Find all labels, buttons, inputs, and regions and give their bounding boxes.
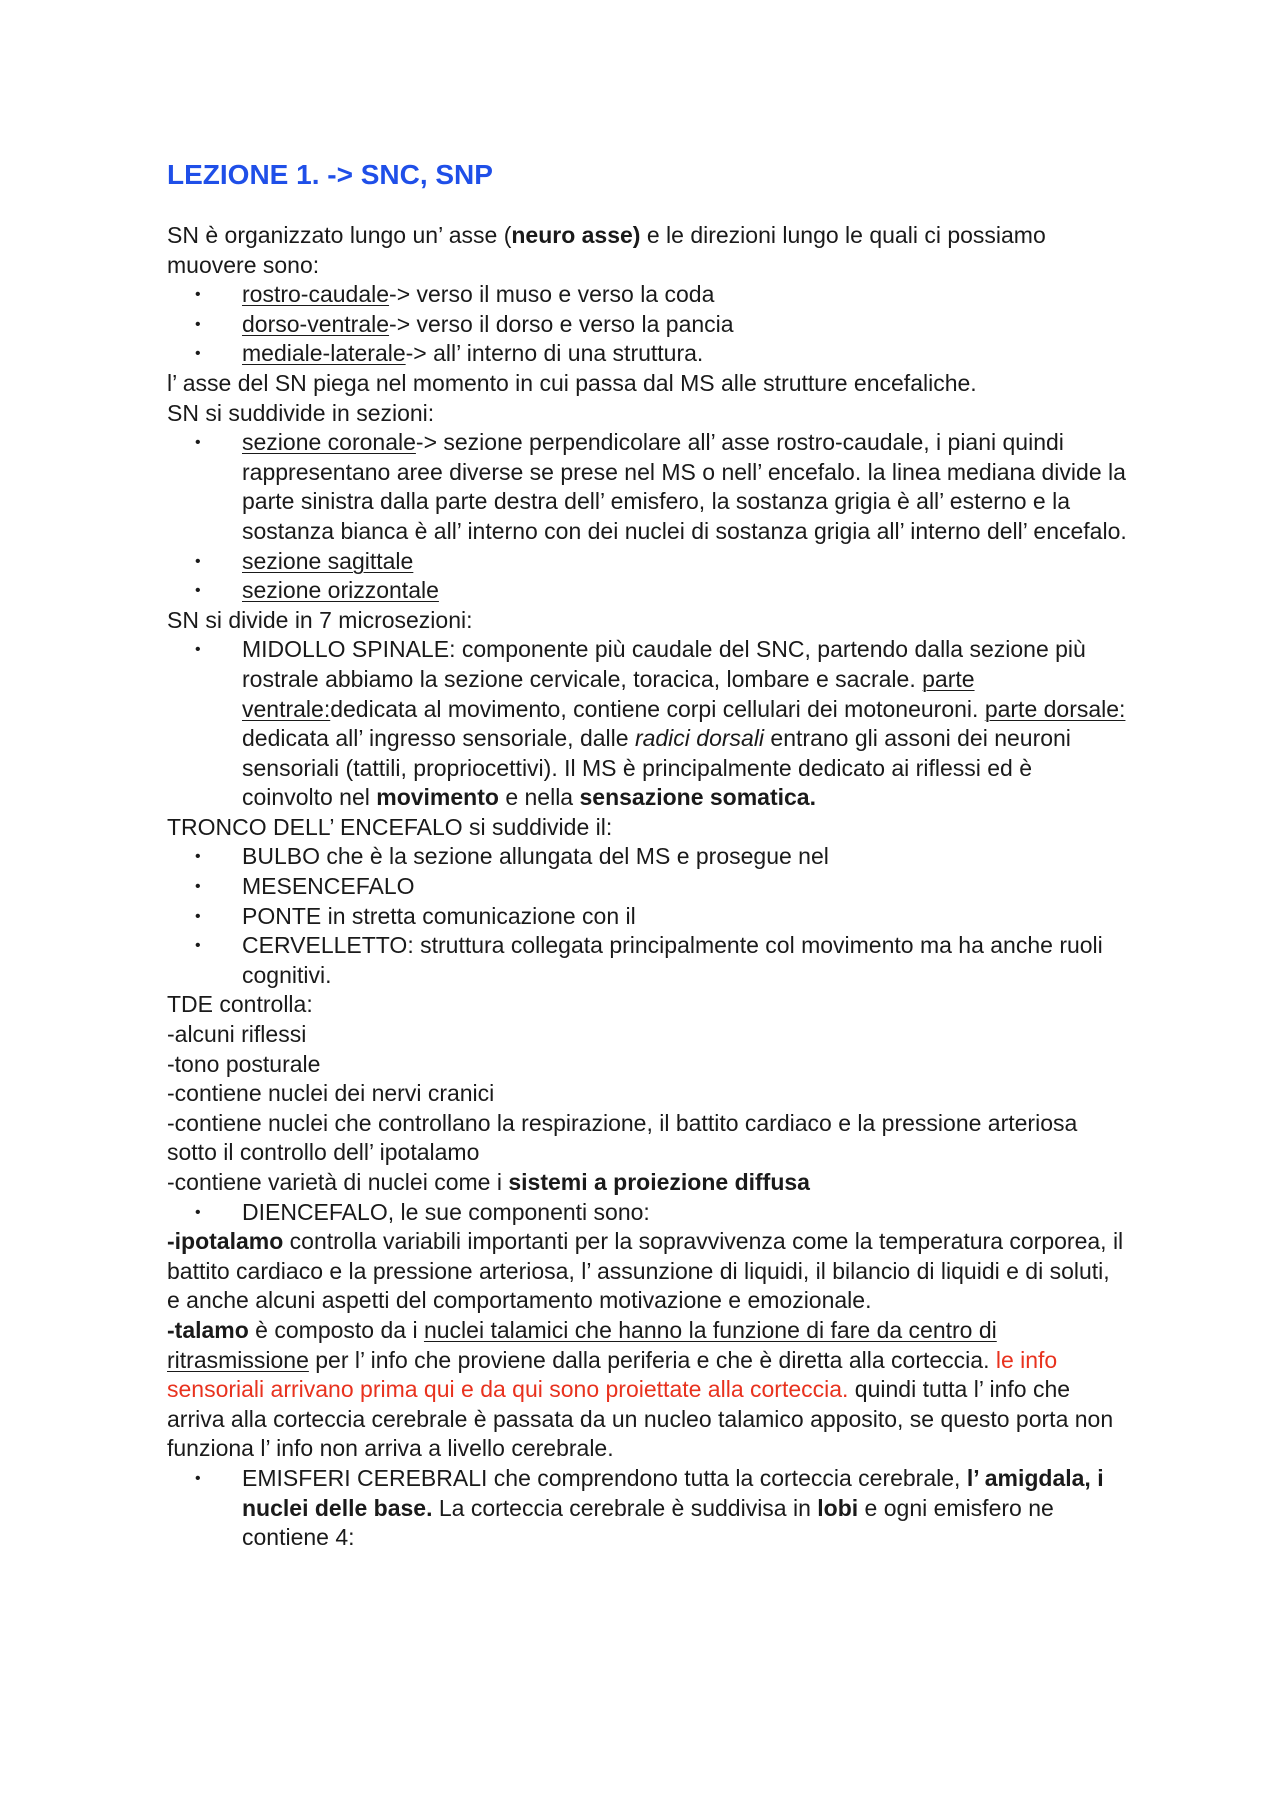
list-item: • CERVELLETTO: struttura collegata principalmente col movimento ma ha anche ruoli cognitivi. bbox=[167, 931, 1127, 990]
paragraph-ipotalamo: -ipotalamo controlla variabili importanti per la sopravvivenza come la temperatura corporea, il battito cardiaco e la pressione arteriosa, l’ assunzione di liquidi, il bilancio di liquidi e di soluti, e anche alcuni aspetti del comportamento motivazione e emozionale. bbox=[167, 1228, 1124, 1314]
list-item: • rostro-caudale-> verso il muso e verso la coda bbox=[167, 280, 1127, 310]
paragraph-tronco: TRONCO DELL’ ENCEFALO si suddivide il: bbox=[167, 813, 613, 840]
document-body bbox=[167, 155, 1127, 1553]
paragraph-sezioni: SN si suddivide in sezioni: bbox=[167, 399, 435, 426]
tde-line: -contiene varietà di nuclei come i sistemi a proiezione diffusa bbox=[167, 1169, 810, 1195]
midollo-list bbox=[167, 635, 1127, 813]
list-item: • MIDOLLO SPINALE: componente più caudale del SNC, partendo dalla sezione più rostrale abbiamo la sezione cervicale, toracica, lombare e sacrale. parte ventrale:dedicata al movimento, contiene corpi cellulari dei motoneuroni. parte dorsale: dedicata all’ ingresso sensoriale, dalle radici dorsali entrano gli assoni dei neuroni sensoriali (tattili, propriocettivi). Il MS è principalmente dedicato ai riflessi ed è coinvolto nel movimento e nella sensazione somatica. bbox=[167, 635, 1127, 813]
tde-line: -contiene nuclei che controllano la respirazione, il battito cardiaco e la pressione arteriosa sotto il controllo dell’ ipotalamo bbox=[167, 1109, 1078, 1166]
tde-line: -contiene nuclei dei nervi cranici bbox=[167, 1080, 495, 1107]
intro-paragraph: SN è organizzato lungo un’ asse (neuro asse) e le direzioni lungo le quali ci possiamo muovere sono: bbox=[167, 222, 1046, 278]
tde-heading: TDE controlla: bbox=[167, 991, 313, 1018]
list-item: • dorso-ventrale-> verso il dorso e verso la pancia bbox=[167, 310, 1127, 340]
sections-list bbox=[167, 428, 1127, 606]
list-item: • MESENCEFALO bbox=[167, 872, 1127, 902]
tde-line: -tono posturale bbox=[167, 1050, 321, 1077]
list-item: • sezione orizzontale bbox=[167, 576, 1127, 606]
directions-list bbox=[167, 280, 1127, 369]
list-item: • EMISFERI CEREBRALI che comprendono tutta la corteccia cerebrale, l’ amigdala, i nuclei delle base. La corteccia cerebrale è suddivisa in lobi e ogni emisfero ne contiene 4: bbox=[167, 1464, 1127, 1553]
list-item: • BULBO che è la sezione allungata del MS e prosegue nel bbox=[167, 842, 1127, 872]
list-item: • sezione coronale-> sezione perpendicolare all’ asse rostro-caudale, i piani quindi rappresentano aree diverse se prese nel MS o nell’ encefalo. la linea mediana divide la parte sinistra dalla parte destra dell’ emisfero, la sostanza grigia è all’ esterno e la sostanza bianca è all’ interno con dei nuclei di sostanza grigia all’ interno dell’ encefalo. bbox=[167, 428, 1127, 546]
paragraph-talamo: -talamo è composto da i nuclei talamici che hanno la funzione di fare da centro di ritrasmissione per l’ info che proviene dalla periferia e che è diretta alla corteccia. le info sensoriali arrivano prima qui e da qui sono proiettate alla corteccia. quindi tutta l’ info che arriva alla corteccia cerebrale è passata da un nucleo talamico apposito, se questo porta non funziona l’ info non arriva a livello cerebrale. bbox=[167, 1316, 1114, 1462]
paragraph-asse: l’ asse del SN piega nel momento in cui passa dal MS alle strutture encefaliche. bbox=[167, 369, 977, 396]
list-item: • PONTE in stretta comunicazione con il bbox=[167, 902, 1127, 932]
paragraph-microsezioni: SN si divide in 7 microsezioni: bbox=[167, 606, 473, 633]
emisferi-list bbox=[167, 1464, 1127, 1553]
diencefalo-list bbox=[167, 1198, 1127, 1228]
tronco-list bbox=[167, 842, 1127, 990]
page-title: LEZIONE 1. -> SNC, SNP bbox=[167, 159, 493, 190]
list-item: • sezione sagittale bbox=[167, 547, 1127, 577]
tde-line: -alcuni riflessi bbox=[167, 1021, 307, 1048]
list-item: • mediale-laterale-> all’ interno di una struttura. bbox=[167, 339, 1127, 369]
list-item: • DIENCEFALO, le sue componenti sono: bbox=[167, 1198, 1127, 1228]
